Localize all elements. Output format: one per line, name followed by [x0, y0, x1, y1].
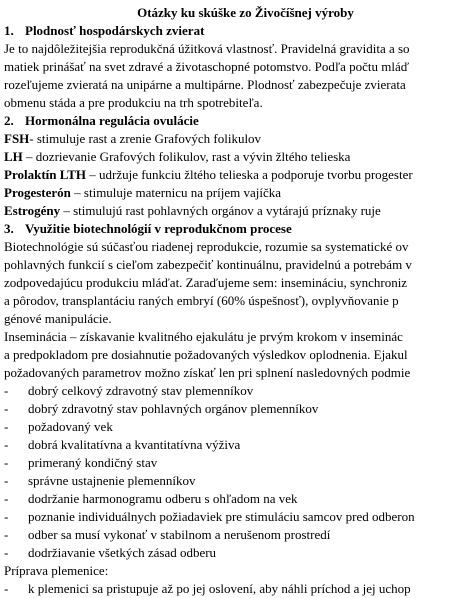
list-item-text: primeraný kondičný stav	[28, 455, 158, 470]
list-item	[4, 435, 240, 454]
section-3-number: 3.	[4, 221, 14, 236]
list-item-text: dodržanie harmonogramu odberu s ohľadom na vek	[28, 491, 298, 506]
list-item-text: správne ustajnenie plemenníkov	[28, 473, 196, 488]
section-3-line: Inseminácia – získavanie kvalitného ejakulátu je prvým krokom v inseminác	[4, 329, 403, 344]
list-item	[4, 399, 318, 418]
list-item-text: dobrá kvalitatívna a kvantitatívna výživa	[28, 437, 241, 452]
bullet-marker: -	[4, 491, 9, 506]
list-item-text: požadovaný vek	[28, 419, 113, 434]
section-1-line: Je to najdôležitejšia reprodukčná úžitková vlastnosť. Pravidelná gravidita a so	[4, 41, 410, 56]
section-1-number: 1.	[4, 23, 14, 38]
section-1-line: obmenu stáda a pre produkciu na trh spotrebiteľa.	[4, 95, 263, 110]
list-item	[4, 471, 196, 490]
hormone-line-progesterone	[4, 183, 281, 202]
hormone-line-prolactin	[4, 165, 413, 184]
bullet-marker: -	[4, 509, 9, 524]
list-item-text: poznanie individuálnych požiadaviek pre stimuláciu samcov pred odberon	[28, 509, 415, 524]
bullet-marker: -	[4, 473, 9, 488]
section-3-title: Využitie biotechnológií v reprodukčnom procese	[25, 221, 292, 236]
list-item	[4, 543, 216, 562]
section-1-heading	[4, 21, 204, 40]
bullet-marker: -	[4, 401, 9, 416]
list-item-text: k plemenici sa pristupuje až po jej oslovení, aby náhli príchod a jej uchop	[28, 581, 411, 596]
hormone-line-fsh	[4, 129, 261, 148]
list-item-text: dobrý celkový zdravotný stav plemenníkov	[28, 383, 254, 398]
bullet-marker: -	[4, 545, 9, 560]
hormone-term: LH	[4, 149, 23, 164]
bullet-marker: -	[4, 383, 9, 398]
hormone-line-estrogens	[4, 201, 381, 220]
section-2-number: 2.	[4, 113, 14, 128]
section-3-line: génové manipulácie.	[4, 311, 112, 326]
section-3-line: zodpovedajúcu produkciu mláďat. Zaraďujeme sem: insemináciu, synchroniz	[4, 275, 408, 290]
section-2-heading	[4, 111, 199, 130]
bullet-marker: -	[4, 419, 9, 434]
list-item	[4, 381, 253, 400]
list-item-text: dobrý zdravotný stav pohlavných orgánov plemenníkov	[28, 401, 319, 416]
hormone-description: – dozrievanie Grafových folikulov, rast a vývin žltého telieska	[22, 149, 351, 164]
bullet-marker: -	[4, 527, 9, 542]
section-2-title: Hormonálna regulácia ovulácie	[25, 113, 199, 128]
list-item	[4, 525, 330, 544]
hormone-term: Estrogény	[4, 203, 61, 218]
section-3-line: a predpokladom pre dosiahnutie požadovaných výsledkov oplodnenia. Ejakul	[4, 347, 408, 362]
bullet-marker: -	[4, 437, 9, 452]
list-item	[4, 507, 415, 526]
list-item-text: odber sa musí vykonať v stabilnom a nerušenom prostredí	[28, 527, 331, 542]
section-3-line: požadovaných parametrov možno získať len pri splnení nasledovných podmie	[4, 365, 411, 380]
list-item	[4, 579, 411, 598]
page-title: Otázky ku skúške zo Živočíšnej výroby	[137, 5, 354, 20]
bullet-marker: -	[4, 581, 9, 596]
list-item	[4, 489, 298, 508]
list-item	[4, 417, 113, 436]
section-3-line: pohlavných funkcií s cieľom zabezpečiť kontinuálnu, pravidelnú a potrebám v	[4, 257, 412, 272]
hormone-description: – stimuluje maternicu na príjem vajíčka	[70, 185, 282, 200]
list-item	[4, 453, 157, 472]
hormone-description: – udržuje funkciu žltého telieska a podporuje tvorbu progester	[86, 167, 413, 182]
hormone-term: FSH	[4, 131, 30, 146]
bullet-marker: -	[4, 455, 9, 470]
hormone-description: – stimulujú rast pohlavných orgánov a vytárajú príznaky ruje	[60, 203, 381, 218]
section-1-title: Plodnosť hospodárskych zvierat	[25, 23, 205, 38]
list-item-text: dodržiavanie všetkých zásad odberu	[28, 545, 217, 560]
hormone-line-lh	[4, 147, 350, 166]
section-1-line: matiek prinášať na svet zdravé a životaschopné potomstvo. Podľa počtu mláď	[4, 59, 410, 74]
hormone-term: Progesterón	[4, 185, 71, 200]
section-3-line: a pôrodov, transplantáciu raných embryí (60% úspešnosť), ovplyvňovanie p	[4, 293, 399, 308]
section-3-heading	[4, 219, 292, 238]
section-3-line: Biotechnológie sú súčasťou riadenej reprodukcie, rozumie sa systematické ov	[4, 239, 409, 254]
hormone-term: Prolaktín LTH	[4, 167, 86, 182]
section-1-line: rozeľujeme zvieratá na unipárne a multipárne. Plodnosť zabezpečuje zvierata	[4, 77, 406, 92]
sub-heading: Príprava plemenice:	[4, 563, 109, 578]
hormone-description: - stimuluje rast a zrenie Grafových folikulov	[29, 131, 262, 146]
